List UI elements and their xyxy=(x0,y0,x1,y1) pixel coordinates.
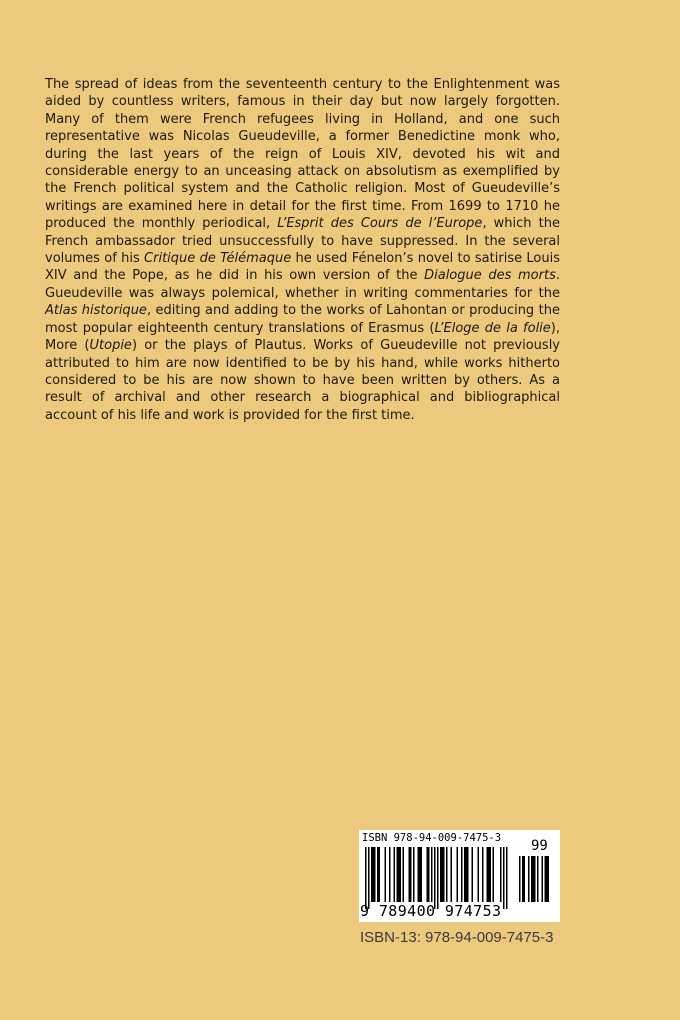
barcode-digits: 9 789400 974753 xyxy=(360,902,502,920)
addon-bar xyxy=(545,856,547,902)
barcode-bar xyxy=(478,847,480,902)
barcode-bar xyxy=(403,847,405,902)
barcode-bar xyxy=(506,847,508,909)
barcode-bar xyxy=(377,847,379,902)
barcode-bar xyxy=(457,847,459,902)
blurb-text: , which the French ambassador tried unsuccessfully to have suppressed. In the several volumes of his xyxy=(45,216,560,267)
barcode-bar xyxy=(464,847,466,902)
title-esprit-des-cours: L’Esprit des Cours de l’Europe xyxy=(277,216,483,232)
addon-bar xyxy=(534,856,536,902)
barcode-bar xyxy=(389,847,391,902)
barcode-bar xyxy=(493,847,495,902)
barcode-bar xyxy=(373,847,375,902)
barcode-bar xyxy=(503,847,505,909)
barcode-bar xyxy=(413,847,415,902)
barcode-bar xyxy=(428,847,430,902)
addon-bar xyxy=(528,856,530,902)
barcode-bar xyxy=(437,847,439,909)
barcode-bar xyxy=(421,847,423,902)
barcode-bar xyxy=(374,847,376,902)
barcode-bar xyxy=(461,847,463,902)
addon-bar xyxy=(524,856,526,902)
blurb-text: he used Fénelon’s novel to satirise Louis XIV and the Pope, as he did in his own version of the xyxy=(45,251,560,284)
barcode-bar xyxy=(500,847,502,902)
barcode-bar xyxy=(419,847,421,902)
barcode-bar xyxy=(434,847,436,909)
barcode-bar xyxy=(440,847,442,902)
addon-bar xyxy=(542,856,544,902)
barcode-bar xyxy=(482,847,484,902)
barcode-bar xyxy=(418,847,420,902)
addon-bar xyxy=(522,856,524,902)
blurb-text: , editing and adding to the works of Lahontan or producing the most popular eighteenth century translations of Erasmus ( xyxy=(45,303,560,336)
addon-bar xyxy=(546,856,548,902)
barcode-bar xyxy=(397,847,399,902)
blurb-text: ) or the plays of Plautus. Works of Gueudeville not previously attributed to him are now identified to be by his hand, while works hitherto considered to be his are now shown to have been written by others. As a result of archival and other research a biographical and bibliographical account of his life and work is provided for the first time. xyxy=(45,338,560,423)
ean2-addon-bars xyxy=(519,856,555,902)
blurb-text: The spread of ideas from the seventeenth century to the Enlightenment was aided by countless writers, famous in their day but now largely forgotten. Many of them were French refugees living in Holland, and one such representative was Nicolas Gueudeville, a former Benedictine monk who, during the last years of the reign of Louis XIV, devoted his wit and considerable energy to an unceasing attack on absolutism as exemplified by the French political system and the Catholic religion. Most of Gueudeville’s writings are examined here in detail for the first time. From 1699 to 1710 he produced the monthly periodical, xyxy=(45,77,560,232)
barcode-bar xyxy=(385,847,387,902)
addon-bar xyxy=(531,856,533,902)
barcode-bar xyxy=(394,847,396,902)
barcode-bar xyxy=(398,847,400,902)
barcode-bar xyxy=(467,847,469,902)
barcode-bar xyxy=(451,847,453,902)
addon-bar xyxy=(537,856,539,902)
barcode-bar xyxy=(410,847,412,902)
barcode-bar xyxy=(379,847,381,902)
barcode-bar xyxy=(472,847,474,902)
barcode-price-code: 99 xyxy=(531,838,548,854)
barcode-bar xyxy=(409,847,411,902)
barcode-bar xyxy=(446,847,448,902)
barcode-bar xyxy=(488,847,490,902)
barcode-bar xyxy=(427,847,429,902)
barcode-bar xyxy=(490,847,492,902)
title-dialogue-des-morts: Dialogue des morts xyxy=(424,268,556,284)
barcode-bar xyxy=(365,847,367,909)
addon-bar xyxy=(548,856,550,902)
barcode-bar xyxy=(371,847,373,902)
barcode-isbn-label: ISBN 978-94-009-7475-3 xyxy=(362,832,502,844)
title-critique-de-telemaque: Critique de Télémaque xyxy=(144,251,292,267)
barcode-bar xyxy=(431,847,433,902)
addon-bar xyxy=(519,856,521,902)
addon-bar xyxy=(533,856,535,902)
title-utopie: Utopie xyxy=(89,338,132,354)
title-eloge-de-la-folie: L’Eloge de la folie xyxy=(434,320,551,336)
back-cover-blurb xyxy=(45,76,560,424)
barcode-bar xyxy=(400,847,402,902)
isbn13-label: ISBN-13: 978-94-009-7475-3 xyxy=(360,929,554,946)
barcode-bar xyxy=(368,847,370,909)
barcode-bar xyxy=(466,847,468,902)
barcode-bar xyxy=(443,847,445,902)
blurb-text: . Gueudeville was always polemical, whether in writing commentaries for the xyxy=(45,268,560,301)
isbn-barcode xyxy=(359,830,560,922)
blurb-text: ), More ( xyxy=(45,320,561,354)
title-atlas-historique: Atlas historique xyxy=(45,303,147,319)
barcode-bar xyxy=(487,847,489,902)
barcode-bar xyxy=(442,847,444,902)
